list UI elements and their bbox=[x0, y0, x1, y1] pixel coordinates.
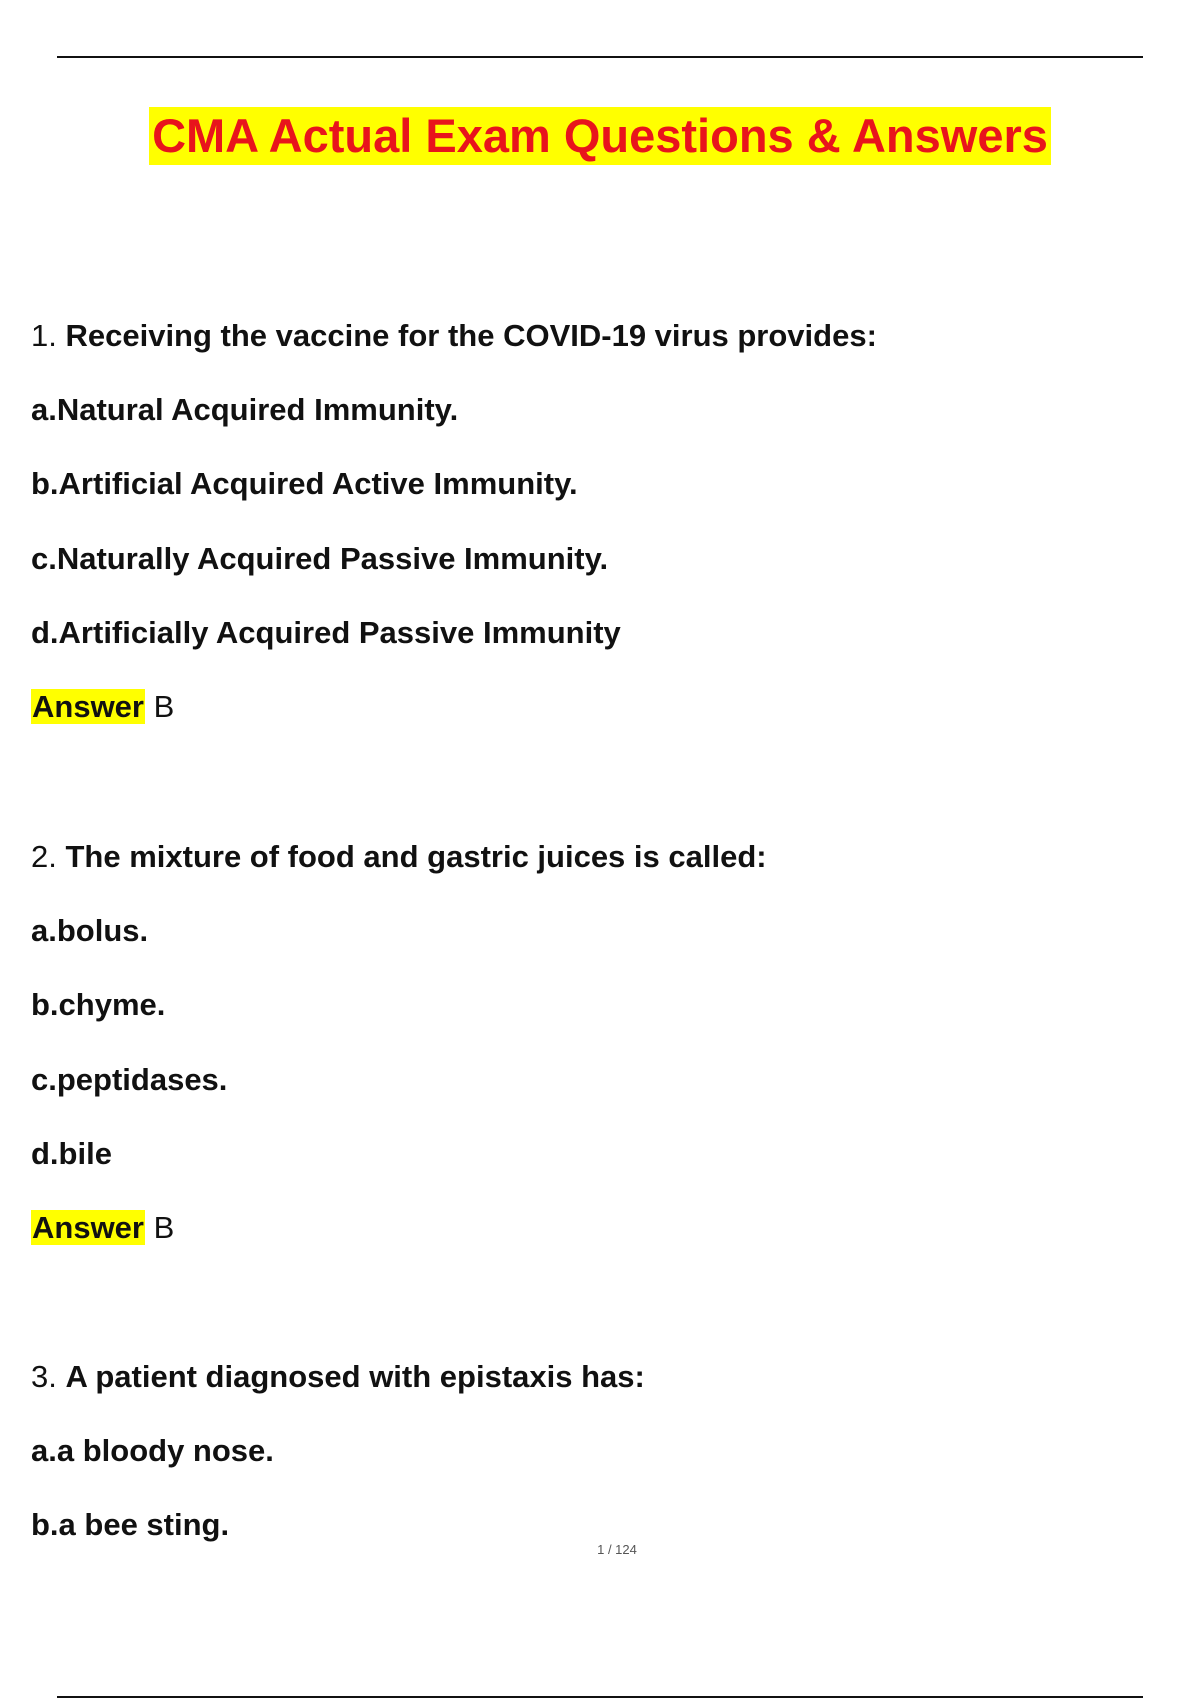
top-rule bbox=[57, 56, 1143, 58]
option-d: d.bile bbox=[31, 1136, 112, 1171]
question-1 bbox=[31, 317, 877, 355]
option-a: a.Natural Acquired Immunity. bbox=[31, 392, 459, 427]
title-container bbox=[0, 107, 1200, 165]
question-2 bbox=[31, 838, 767, 876]
answer-value: B bbox=[153, 1210, 175, 1245]
option-a: a.a bloody nose. bbox=[31, 1433, 274, 1468]
answer-label: Answer bbox=[32, 1210, 144, 1245]
question-number: 3. bbox=[31, 1359, 57, 1394]
option-c: c.peptidases. bbox=[31, 1062, 228, 1097]
option-b: b.chyme. bbox=[31, 987, 166, 1022]
question-text: The mixture of food and gastric juices is called: bbox=[65, 839, 767, 874]
option-c: c.Naturally Acquired Passive Immunity. bbox=[31, 541, 609, 576]
question-3 bbox=[31, 1358, 645, 1396]
answer-1 bbox=[31, 688, 174, 726]
question-number: 2. bbox=[31, 839, 57, 874]
page-indicator: 1 / 124 bbox=[597, 1542, 637, 1557]
question-text: Receiving the vaccine for the COVID-19 virus provides: bbox=[65, 318, 877, 353]
option-b: b.a bee sting. bbox=[31, 1507, 230, 1542]
question-number: 1. bbox=[31, 318, 57, 353]
option-d: d.Artificially Acquired Passive Immunity bbox=[31, 615, 621, 650]
bottom-rule bbox=[57, 1696, 1143, 1698]
answer-2 bbox=[31, 1209, 174, 1247]
option-b: b.Artificial Acquired Active Immunity. bbox=[31, 466, 578, 501]
document-title: CMA Actual Exam Questions & Answers bbox=[149, 107, 1051, 165]
answer-label: Answer bbox=[32, 689, 144, 724]
option-a: a.bolus. bbox=[31, 913, 149, 948]
question-text: A patient diagnosed with epistaxis has: bbox=[65, 1359, 645, 1394]
answer-value: B bbox=[153, 689, 175, 724]
